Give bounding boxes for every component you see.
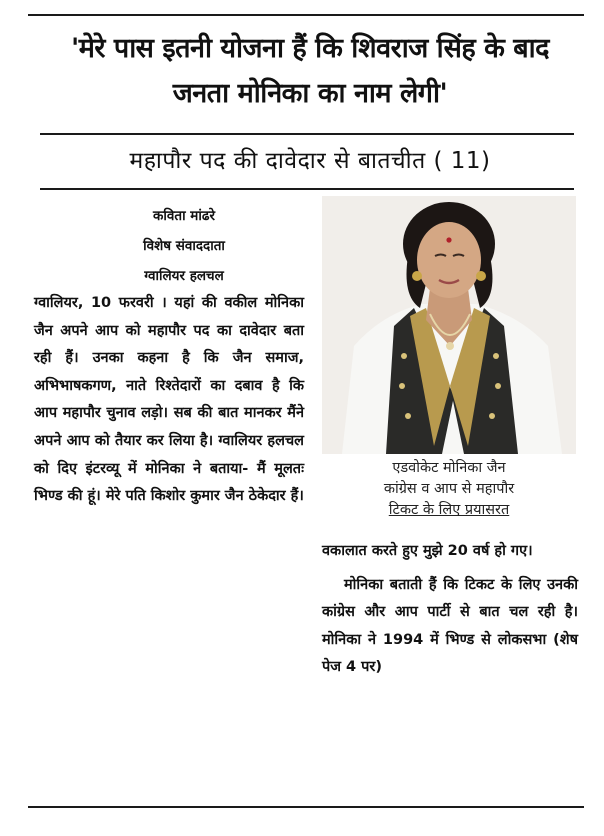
body-paragraph-ticket: मोनिका बताती हैं कि टिकट के लिए उनकी कांग्रेस और आप पार्टी से बात चल रही है। मोनिका ने 1994 में भिण्ड से लोकसभा (शेष पेज 4 पर) (322, 576, 578, 676)
caption-line-ticket: टिकट के लिए प्रयासरत (388, 502, 510, 518)
caption-line-name: एडवोकेट मोनिका जैन (392, 460, 506, 476)
portrait-photo (322, 196, 576, 454)
byline (84, 201, 284, 291)
bottom-rule (28, 806, 584, 808)
photo-caption (322, 458, 576, 521)
caption-line-party: कांग्रेस व आप से महापौर (383, 481, 515, 497)
byline-publication: ग्वालियर हलचल (144, 268, 224, 284)
body-paragraph-continued: वकालात करते हुए मुझे 20 वर्ष हो गए। (322, 543, 533, 559)
byline-author: कविता मांढरे (153, 208, 215, 224)
headline-rule (40, 133, 574, 135)
article-body-right (322, 538, 578, 682)
byline-designation: विशेष संवाददाता (143, 238, 225, 254)
article-body-left (34, 290, 304, 511)
body-paragraph: ग्वालियर, 10 फरवरी । यहां की वकील मोनिका जैन अपने आप को महापौर पद का दावेदार बता रही हैं। उनका कहना है कि जैन समाज, अभिभाषकगण, नाते रिश्तेदारों का दबाव है कि आप महापौर चुनाव लड़ो। सब की बात मानकर मैंने अपने आप को तैयार कर लिया है। ग्वालियर हलचल को दिए इंटरव्यू में मोनिका ने बताया- मैं मूलतः भिण्ड की हूं। मेरे पति किशोर कुमार जैन ठेकेदार हैं। (34, 295, 304, 505)
subheadline: महापौर पद की दावेदार से बातचीत ( 11) (129, 148, 491, 174)
headline: 'मेरे पास इतनी योजना हैं कि शिवराज सिंह के बाद जनता मोनिका का नाम लेगी' (71, 33, 549, 109)
portrait-illustration (322, 196, 576, 454)
subhead-rule (40, 188, 574, 190)
top-rule (28, 14, 584, 16)
